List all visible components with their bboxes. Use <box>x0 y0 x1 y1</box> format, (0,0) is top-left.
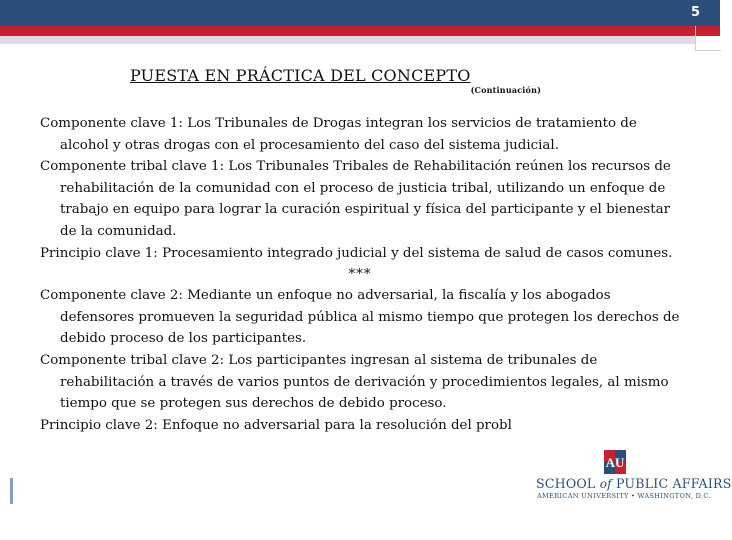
top-banner <box>0 0 720 26</box>
paragraph-componente-2 <box>40 285 680 350</box>
gray-stripe <box>0 36 695 44</box>
paragraph-text: Enfoque no adversarial para la resolución del probl <box>162 417 512 433</box>
paragraph-principio-2 <box>40 415 680 437</box>
red-stripe <box>0 26 720 36</box>
school-of: of <box>599 477 612 491</box>
label-separator: : <box>178 116 188 131</box>
paragraph-label: Componente tribal clave 1: <box>40 159 225 175</box>
truncated-line <box>40 415 558 437</box>
paragraph-componente-1 <box>40 113 680 156</box>
paragraph-label: Componente clave 2 <box>40 288 179 304</box>
school-name <box>536 476 732 491</box>
label-separator: : <box>178 288 188 304</box>
paragraph-text: Los Tribunales de Drogas integran los servicios de tratamiento de alcohol y otras drogas con el procesamiento del caso del sistema judicial. <box>60 116 637 153</box>
school-public-affairs: PUBLIC AFFAIRS <box>615 476 732 491</box>
paragraph-text: Mediante un enfoque no adversarial, la fiscalía y los abogados defensores promueven la seguridad pública al mismo tiempo que protegen los derechos de debido proceso de los participantes. <box>60 288 680 347</box>
school-logo <box>536 448 732 504</box>
slide-title-text: PUESTA EN PRÁCTICA DEL CONCEPTO <box>130 66 471 85</box>
paragraph-tribal-1 <box>40 156 680 242</box>
slide-body <box>40 113 680 436</box>
au-logo-text: AU <box>605 455 625 470</box>
left-edge-mark <box>10 478 16 504</box>
school-word: SCHOOL <box>536 476 596 491</box>
paragraph-text: Los Tribunales Tribales de Rehabilitación reúnen los recursos de rehabilitación de la comunidad con el proceso de justicia tribal, utilizando un enfoque de trabajo en equipo para lograr la curación espiritual y física del participante y el bienestar de la comunidad. <box>60 159 671 239</box>
paragraph-principio-1 <box>40 243 680 265</box>
slide-title <box>130 66 541 95</box>
corner-frame <box>695 26 721 51</box>
paragraph-text: Los participantes ingresan al sistema de tribunales de rehabilitación a través de varios puntos de derivación y procedimientos legales, al mismo tiempo que se protegen sus derechos de debido proceso. <box>60 352 669 412</box>
paragraph-tribal-2 <box>40 350 680 415</box>
paragraph-label: Principio clave 1: <box>40 245 158 261</box>
au-logo-icon <box>604 450 626 474</box>
section-separator: *** <box>348 267 372 283</box>
label-separator: : <box>219 352 229 368</box>
page-number: 5 <box>690 5 700 20</box>
paragraph-text: Procesamiento integrado judicial y del sistema de salud de casos comunes. <box>162 245 673 261</box>
university-name: AMERICAN UNIVERSITY • WASHINGTON, D.C. <box>537 492 711 500</box>
paragraph-label: Principio clave 2: <box>40 417 158 433</box>
paragraph-label: Componente clave 1 <box>40 116 179 131</box>
slide-title-suffix: (Continuación) <box>470 85 542 95</box>
paragraph-label: Componente tribal clave 2 <box>40 352 220 368</box>
